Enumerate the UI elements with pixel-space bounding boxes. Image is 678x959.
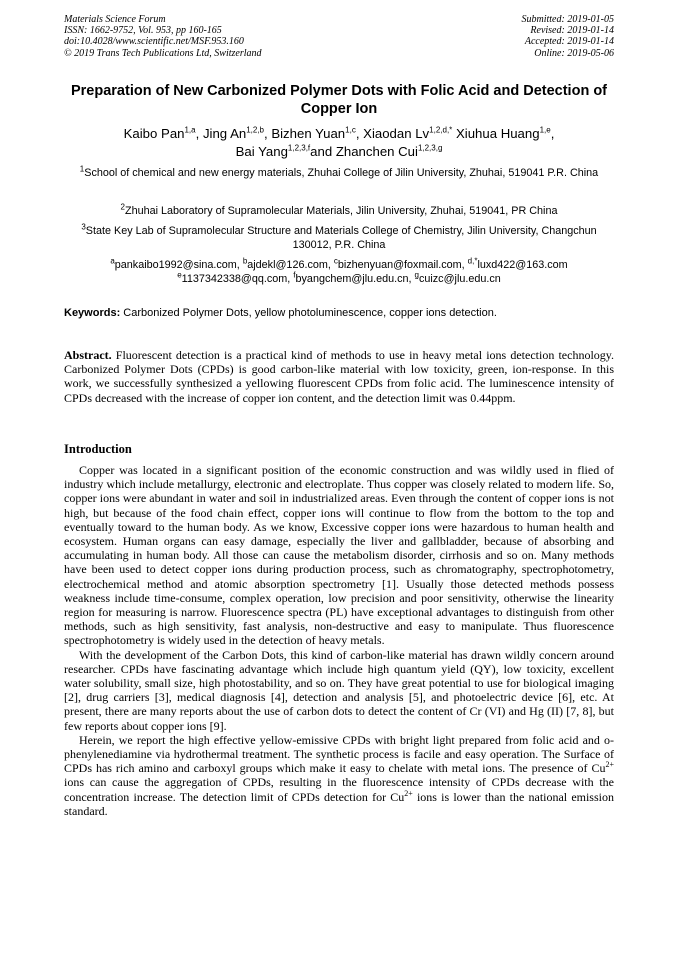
email-address[interactable]: cuizc@jlu.edu.cn — [418, 273, 501, 285]
author-affiliation-marker: 1,e — [539, 125, 551, 135]
author-affiliation-marker: 1,2,b — [246, 125, 264, 135]
affiliation-marker: 2 — [120, 202, 125, 212]
paragraph-text: Herein, we report the high effective yellow-emissive CPDs with bright light prepared from folic acid and o-phenylenediamine via hydrothermal treatment. The synthetic process is facile and easy operation. The Surface of CPDs has rich amino and carboxyl groups which make it easy to chelate with metal ions. The presence of Cu — [64, 732, 614, 776]
paper-title: Preparation of New Carbonized Polymer Dots with Folic Acid and Detection of Copper Ion — [70, 83, 608, 117]
date-revised: Revised: 2019-01-14 — [530, 25, 614, 37]
email-marker: c — [333, 256, 338, 266]
author-name: Zhanchen Cui — [335, 144, 418, 159]
author-list — [64, 125, 614, 161]
affiliation-text: State Key Lab of Supramolecular Structure and Materials College of Chemistry, Jilin University, Changchun 130012, P.R. China — [85, 225, 597, 251]
email-marker: d,* — [467, 256, 478, 266]
email-address[interactable]: 1137342338@qq.com, — [181, 273, 294, 285]
email-address[interactable]: luxd422@163.com — [477, 259, 568, 271]
journal-name: Materials Science Forum — [64, 14, 166, 25]
author-affiliation-marker: 1,a — [184, 125, 196, 135]
author-name: Xiuhua Huang — [455, 126, 540, 141]
author-separator: , — [264, 126, 272, 141]
author-name: Bai Yang — [235, 144, 288, 159]
author-name: Bizhen Yuan — [271, 126, 346, 141]
journal-copyright: © 2019 Trans Tech Publications Ltd, Switzerland — [64, 47, 262, 59]
date-online: Online: 2019-05-06 — [534, 47, 614, 59]
journal-issn: ISSN: 1662-9752, Vol. 953, pp 160-165 — [64, 25, 222, 37]
ion-charge: 2+ — [404, 788, 413, 798]
paragraph-text: ions is lower than the national emission standard. — [64, 789, 614, 818]
author-separator: , — [355, 126, 364, 141]
author-emails — [64, 258, 614, 286]
email-address[interactable]: pankaibo1992@sina.com, — [114, 259, 243, 271]
email-marker: f — [293, 270, 296, 280]
keywords-label: Keywords: — [64, 307, 121, 319]
abstract-label: Abstract. — [64, 348, 112, 362]
author-affiliation-marker: 1,2,d,* — [429, 125, 453, 135]
introduction-body — [64, 463, 614, 818]
ion-charge: 2+ — [605, 760, 614, 770]
affiliation-marker: 1 — [79, 164, 85, 174]
section-heading-introduction: Introduction — [64, 442, 132, 456]
journal-doi: doi:10.4028/www.scientific.net/MSF.953.160 — [64, 36, 244, 48]
abstract-text: Fluorescent detection is a practical kind of methods to use in heavy metal ions detection technology. Carbonized Polymer Dots (CPDs) is good carbon-like material with low toxicity, green, ion-response. In this work, we successfully synthesized a yellowing fluorescent CPDs from folic acid. The luminescence intensity of CPDs decreased with the increase of copper ion content, and the detection limit was 0.44ppm. — [64, 348, 614, 405]
email-marker: a — [110, 256, 115, 266]
affiliation-3 — [64, 224, 614, 252]
author-affiliation-marker: 1,2,3,f — [287, 143, 311, 153]
affiliation-1 — [64, 166, 614, 180]
affiliation-marker: 3 — [81, 222, 86, 232]
keywords — [64, 306, 614, 320]
date-accepted: Accepted: 2019-01-14 — [524, 36, 614, 48]
email-address[interactable]: byangchem@jlu.edu.cn, — [295, 273, 415, 285]
journal-info — [64, 14, 262, 59]
affiliation-text: Zhuhai Laboratory of Supramolecular Materials, Jilin University, Zhuhai, 519041, PR China — [124, 205, 558, 217]
author-affiliation-marker: 1,c — [345, 125, 356, 135]
affiliation-text: School of chemical and new energy materials, Zhuhai College of Jilin University, Zhuhai, 519041 P.R. China — [84, 167, 599, 179]
email-marker: g — [414, 270, 419, 280]
abstract — [64, 348, 614, 405]
author-separator: and — [310, 144, 336, 159]
affiliation-2 — [64, 204, 614, 218]
email-address[interactable]: ajdekl@126.com, — [247, 259, 334, 271]
author-name: Xiaodan Lv — [363, 126, 430, 141]
author-name: Kaibo Pan — [123, 126, 185, 141]
author-separator: , — [550, 126, 555, 141]
paragraph-text: ions can cause the aggregation of CPDs, resulting in the fluorescence intensity of CPDs decrease with the concentration increase. The detection limit of CPDs detection for Cu — [64, 775, 614, 804]
author-name: Jing An — [202, 126, 247, 141]
publication-dates — [522, 14, 615, 59]
email-address[interactable]: bizhenyuan@foxmail.com, — [337, 259, 468, 271]
paragraph — [64, 733, 614, 818]
paragraph: With the development of the Carbon Dots, this kind of carbon-like material has drawn wildly concern around researcher. CPDs have fascinating advantage which include high quantum yield (QY), low toxicity, excellent water solubility, small size, high photostability, and so on. They have great potential to use for biological imaging [2], drug carriers [3], medical diagnosis [4], detection and analysis [5], and photoelectric device [6], etc. At present, there are many reports about the use of carbon dots to detect the content of Cr (VI) and Hg (II) [7, 8], but few reports about copper ions [9]. — [64, 647, 614, 733]
email-marker: b — [242, 256, 248, 266]
date-submitted: Submitted: 2019-01-05 — [521, 14, 614, 25]
paragraph: Copper was located in a significant position of the economic construction and was wildly used in flied of industry which include metallurgy, electronic and electroplate. Thus copper was closely related to modern life. So, copper ions were abundant in water and soil in industrialized areas. Even through the content of copper ions is not high, but because of the food chain effect, copper ions will continue to flow from the bottom to the top and eventually toward to the human body. As we know, Excessive copper ions were hazardous to human health and ecosystem. Human organs can easy damage, especially the liver and gallbladder, because of absorbing and accumulating in human body. All those can cause the metabolism disorder, cirrhosis and so on. Many methods have been used to detect copper ions during production process, such as chromatography, spectrophotometry, electrochemical method and atomic absorption spectrometry [1]. Usually those detected methods possess weakness include time-consume, complex operation, low precision and poor sensitivity, otherwise the linearity region for measuring is narrow. Fluorescence spectra (PL) have exceptional advantages to distinguish from other methods, such as high sensitivity, fast analysis, non-destructive and easy to manipulate. Thus fluorescence spectrophotometry is widely used in the detection of heavy metals. — [64, 463, 614, 648]
author-separator: , — [195, 126, 203, 141]
keywords-text: Carbonized Polymer Dots, yellow photoluminescence, copper ions detection. — [120, 307, 497, 319]
email-marker: e — [177, 270, 182, 280]
author-affiliation-marker: 1,2,3,g — [417, 143, 443, 153]
